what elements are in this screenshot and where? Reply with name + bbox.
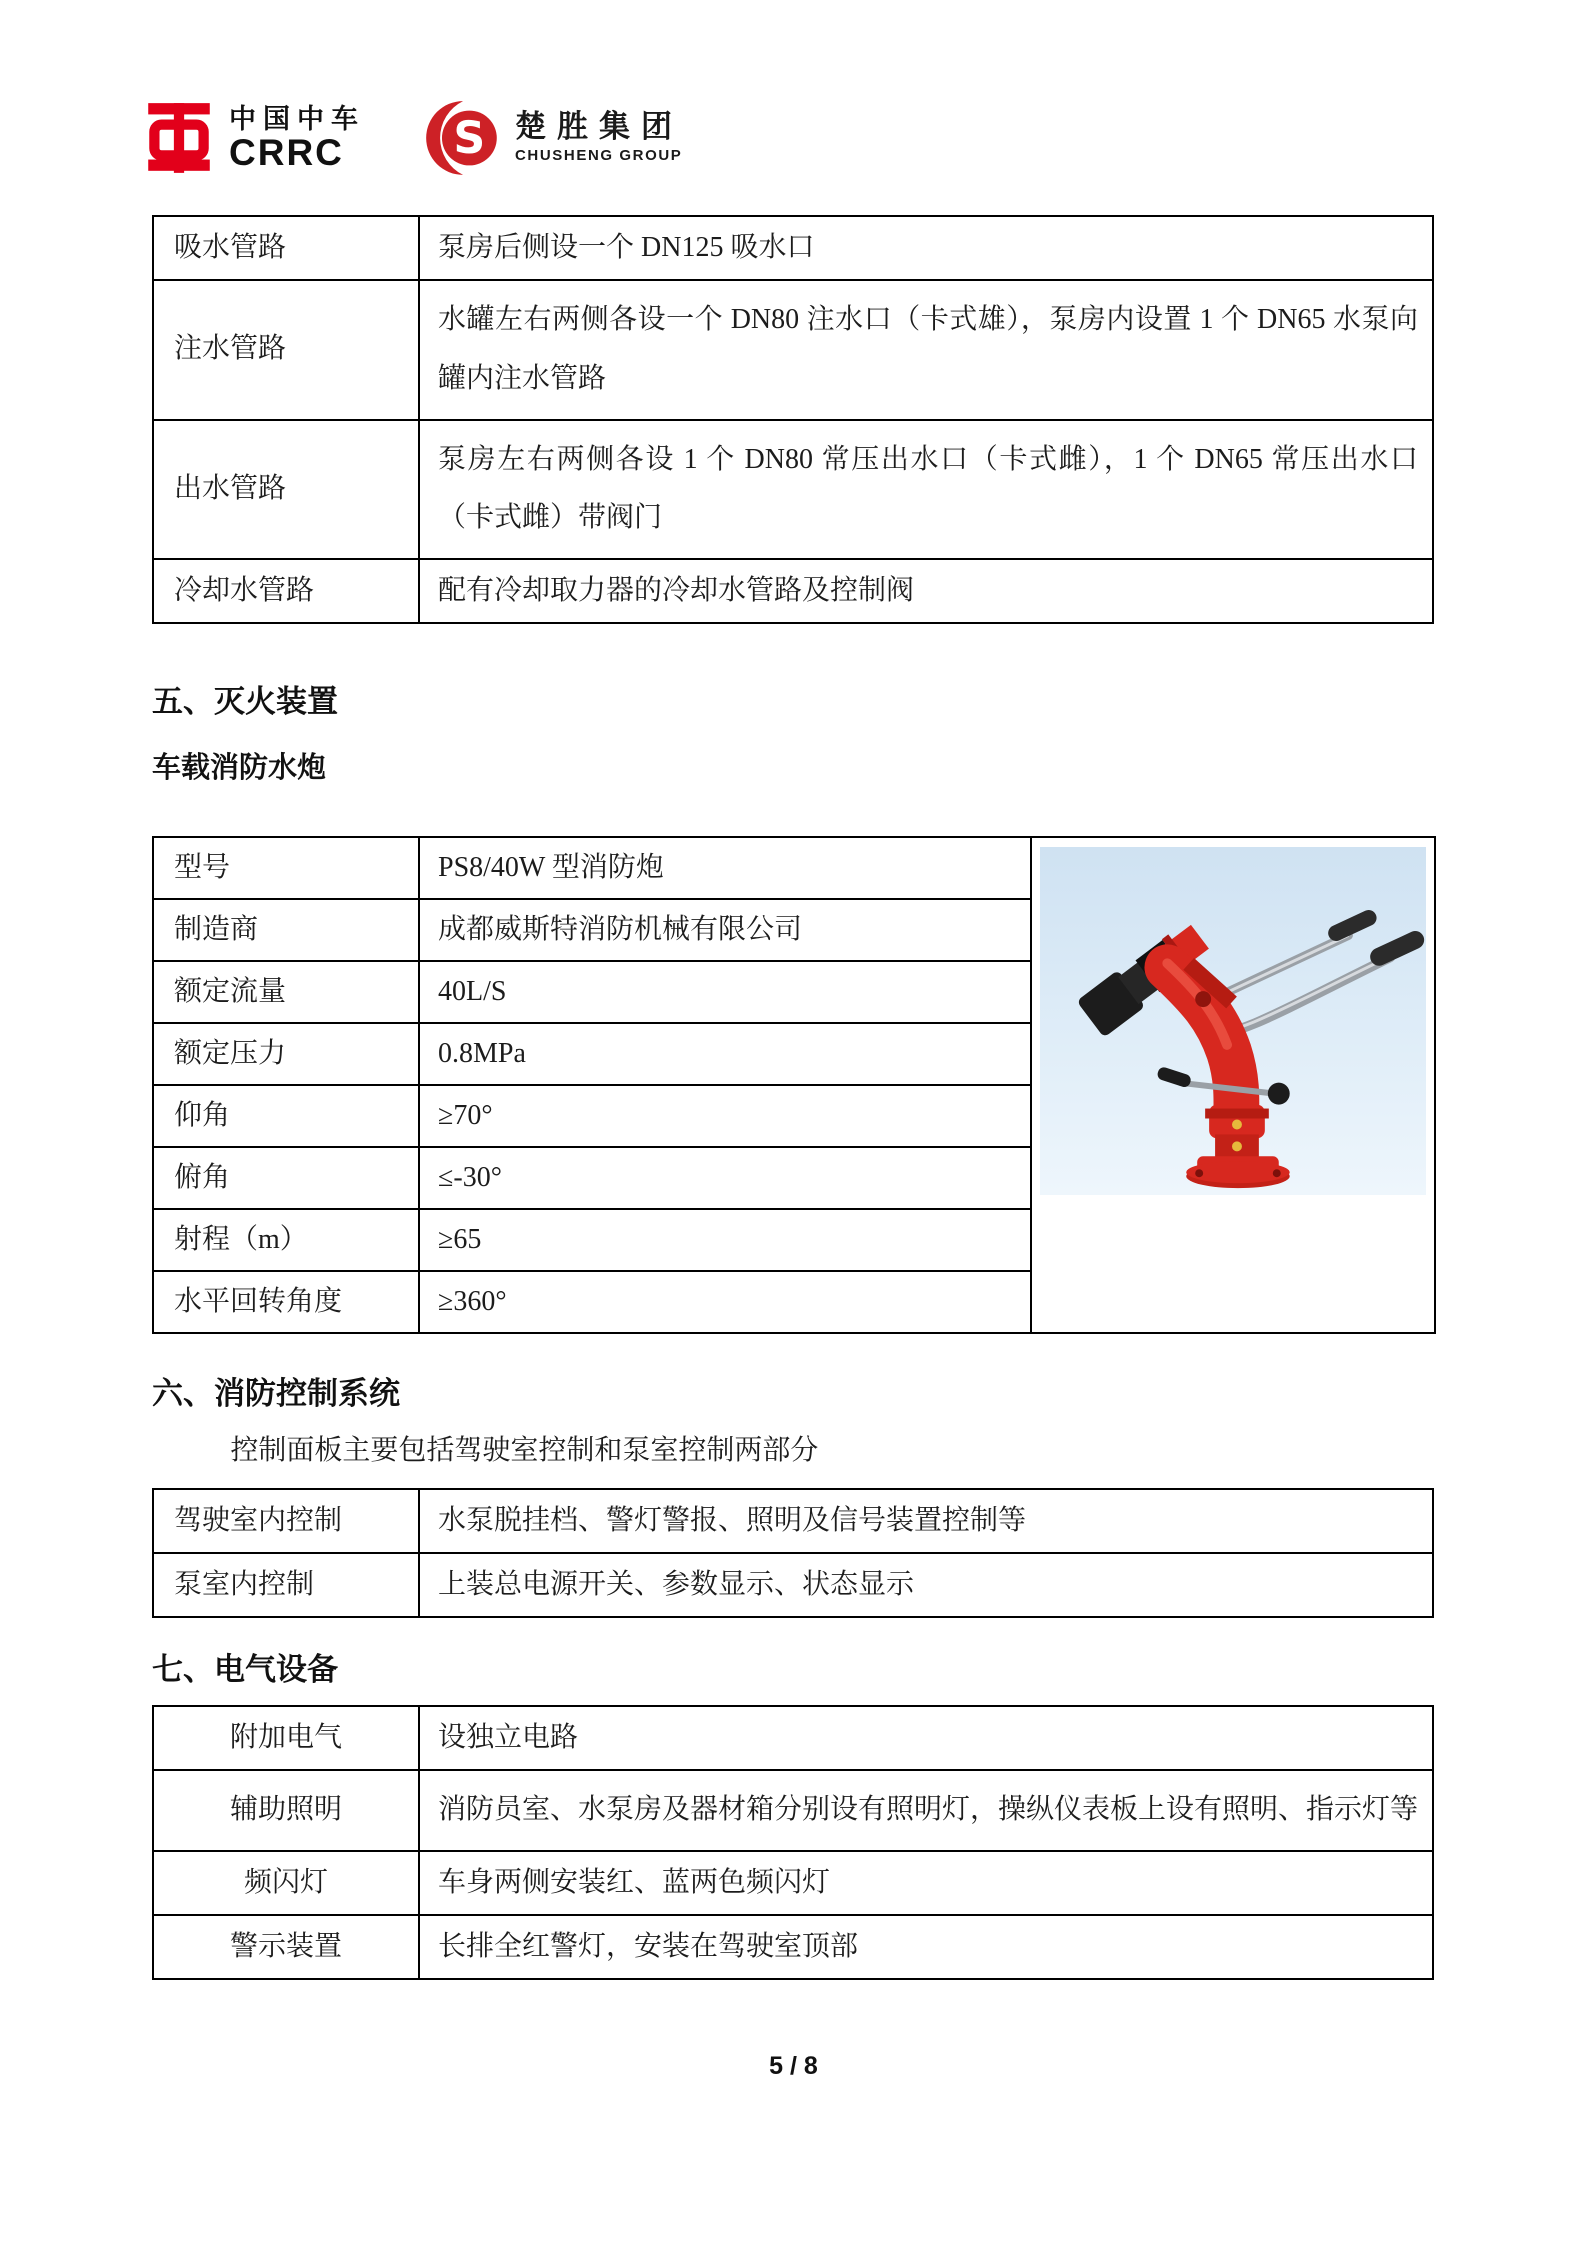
table-row bbox=[153, 1489, 1433, 1553]
row-label: 附加电气 bbox=[153, 1706, 419, 1770]
piping-table bbox=[152, 215, 1434, 624]
table-row bbox=[153, 216, 1433, 280]
row-label: 俯角 bbox=[153, 1147, 419, 1209]
row-value: ≥65 bbox=[419, 1209, 1031, 1271]
fire-monitor-photo bbox=[1040, 847, 1426, 1195]
row-label: 频闪灯 bbox=[153, 1851, 419, 1915]
table-row bbox=[153, 1553, 1433, 1617]
table-row bbox=[153, 1706, 1433, 1770]
row-value: 配有冷却取力器的冷却水管路及控制阀 bbox=[419, 559, 1433, 623]
row-label: 吸水管路 bbox=[153, 216, 419, 280]
row-label: 警示装置 bbox=[153, 1915, 419, 1979]
row-value: 水罐左右两侧各设一个 DN80 注水口（卡式雄），泵房内设置 1 个 DN65 水泵向罐内注水管路 bbox=[419, 280, 1433, 420]
row-value: 泵房左右两侧各设 1 个 DN80 常压出水口（卡式雌），1 个 DN65 常压出水口（卡式雌）带阀门 bbox=[419, 420, 1433, 560]
row-label: 仰角 bbox=[153, 1085, 419, 1147]
header-logos bbox=[143, 98, 683, 178]
crrc-emblem-icon bbox=[143, 98, 215, 178]
section-title-7: 七、电气设备 bbox=[152, 1651, 338, 1687]
row-label: 驾驶室内控制 bbox=[153, 1489, 419, 1553]
crrc-name-zh: 中国中车 bbox=[229, 104, 365, 135]
page-number: 5 / 8 bbox=[769, 2052, 818, 2080]
chusheng-name-en: CHUSHENG GROUP bbox=[515, 146, 683, 164]
row-value: 长排全红警灯，安装在驾驶室顶部 bbox=[419, 1915, 1433, 1979]
row-label: 型号 bbox=[153, 837, 419, 899]
row-value: 水泵脱挂档、警灯警报、照明及信号装置控制等 bbox=[419, 1489, 1433, 1553]
table-row bbox=[153, 420, 1433, 560]
crrc-logo-text bbox=[229, 104, 365, 173]
row-value: 车身两侧安装红、蓝两色频闪灯 bbox=[419, 1851, 1433, 1915]
crrc-logo bbox=[143, 98, 365, 178]
row-label: 出水管路 bbox=[153, 420, 419, 560]
chusheng-name-zh: 楚胜集团 bbox=[515, 109, 683, 145]
table-row bbox=[153, 1915, 1433, 1979]
row-label: 水平回转角度 bbox=[153, 1271, 419, 1333]
electrical-table bbox=[152, 1705, 1434, 1980]
row-value: 设独立电路 bbox=[419, 1706, 1433, 1770]
chusheng-logo-text bbox=[515, 110, 683, 165]
control-table bbox=[152, 1488, 1434, 1618]
row-value: 泵房后侧设一个 DN125 吸水口 bbox=[419, 216, 1433, 280]
table-row bbox=[153, 1770, 1433, 1851]
row-value: 0.8MPa bbox=[419, 1023, 1031, 1085]
row-label: 额定流量 bbox=[153, 961, 419, 1023]
row-value: ≥70° bbox=[419, 1085, 1031, 1147]
fire-monitor-table bbox=[152, 836, 1436, 1334]
row-value: 上装总电源开关、参数显示、状态显示 bbox=[419, 1553, 1433, 1617]
row-label: 泵室内控制 bbox=[153, 1553, 419, 1617]
row-label: 额定压力 bbox=[153, 1023, 419, 1085]
row-value: 成都威斯特消防机械有限公司 bbox=[419, 899, 1031, 961]
section-title-5: 五、灭火装置 bbox=[152, 684, 338, 720]
chusheng-emblem-icon bbox=[423, 99, 501, 177]
row-value: 消防员室、水泵房及器材箱分别设有照明灯，操纵仪表板上设有照明、指示灯等 bbox=[419, 1770, 1433, 1851]
table-row bbox=[153, 1851, 1433, 1915]
document-content bbox=[152, 215, 1434, 1980]
fire-monitor-graphic bbox=[1040, 847, 1426, 1195]
row-label: 辅助照明 bbox=[153, 1770, 419, 1851]
chusheng-logo bbox=[423, 99, 683, 177]
table-row bbox=[153, 837, 1435, 899]
row-value: ≤-30° bbox=[419, 1147, 1031, 1209]
row-value: ≥360° bbox=[419, 1271, 1031, 1333]
row-label: 冷却水管路 bbox=[153, 559, 419, 623]
row-label: 射程（m） bbox=[153, 1209, 419, 1271]
section-title-6: 六、消防控制系统 bbox=[152, 1376, 400, 1412]
row-label: 注水管路 bbox=[153, 280, 419, 420]
section-subtitle-5: 车载消防水炮 bbox=[152, 752, 327, 785]
row-value: 40L/S bbox=[419, 961, 1031, 1023]
monitor-body bbox=[1167, 958, 1237, 1122]
table-row bbox=[153, 280, 1433, 420]
table-row bbox=[153, 559, 1433, 623]
row-label: 制造商 bbox=[153, 899, 419, 961]
row-value: PS8/40W 型消防炮 bbox=[419, 837, 1031, 899]
section6-paragraph: 控制面板主要包括驾驶室控制和泵室控制两部分 bbox=[230, 1435, 819, 1467]
crrc-name-en: CRRC bbox=[229, 131, 344, 173]
svg-text:S: S bbox=[453, 112, 486, 164]
fire-monitor-photo-cell bbox=[1031, 837, 1435, 1333]
monitor-base bbox=[1186, 1105, 1289, 1189]
